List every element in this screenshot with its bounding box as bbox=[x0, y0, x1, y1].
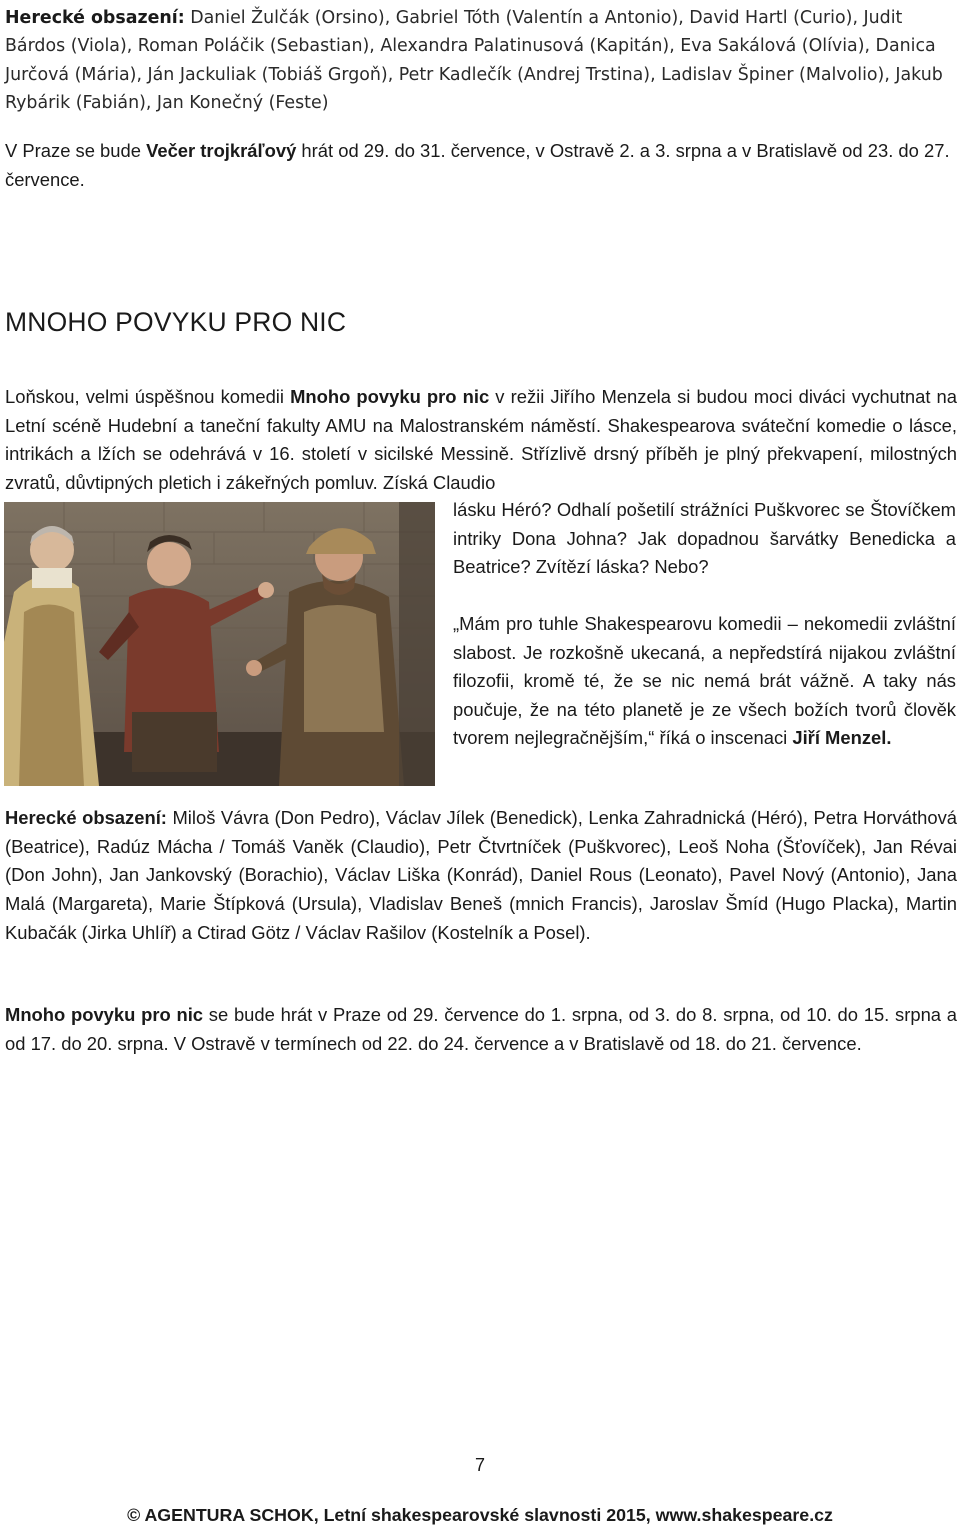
cast-label: Herecké obsazení: bbox=[5, 807, 167, 828]
dates-much-ado bbox=[5, 1001, 957, 1059]
quote-author: Jiří Menzel. bbox=[792, 727, 892, 748]
cast-list: Daniel Žulčák (Orsino), Gabriel Tóth (Valentín a Antonio), David Hartl (Curio), Judit Bárdos (Viola), Roman Poláčik (Sebastian), Alexandra Palatinusová (Kapitán), Eva Sakálová (Olívia), Danica Jurčová (Mária), Ján Jackuliak (Tobiáš Grgoň), Petr Kadlečík (Andrej Trstina), Ladislav Špiner (Malvolio), Jakub Rybárik (Fabián), Jan Konečný (Feste) bbox=[5, 8, 943, 113]
menzel-quote bbox=[453, 610, 956, 753]
dates-prefix: V Praze se bude bbox=[5, 140, 147, 161]
dates-twelfth-night bbox=[5, 137, 957, 194]
photo-illustration bbox=[4, 502, 435, 786]
paragraph-gap bbox=[453, 582, 956, 611]
cast-list: Miloš Vávra (Don Pedro), Václav Jílek (Benedick), Lenka Zahradnická (Héró), Petra Horváthová (Beatrice), Radúz Mácha / Tomáš Vaněk (Claudio), Petr Čtvrtníček (Puškvorec), Leoš Noha (Šťovíček), Jan Révai (Don John), Jan Jankovský (Borachio), Václav Liška (Konrád), Daniel Rous (Leonato), Pavel Nový (Antonio), Jana Malá (Margareta), Marie Štípková (Ursula), Vladislav Beneš (mnich Francis), Jaroslav Šmíd (Hugo Placka), Martin Kubačák (Jirka Uhlíř) a Ctirad Götz / Václav Rašilov (Kostelník a Posel). bbox=[5, 807, 957, 943]
intro-paragraph bbox=[5, 383, 957, 497]
intro-prefix: Loňskou, velmi úspěšnou komedii bbox=[5, 386, 291, 407]
cast-much-ado bbox=[5, 804, 957, 948]
theatre-scene-photo bbox=[4, 502, 435, 786]
section-heading: MNOHO POVYKU PRO NIC bbox=[5, 307, 347, 337]
play-title: Večer trojkráľový bbox=[146, 140, 297, 161]
play-title: Mnoho povyku pro nic bbox=[5, 1004, 204, 1025]
play-title: Mnoho povyku pro nic bbox=[290, 386, 490, 407]
page-number: 7 bbox=[474, 1455, 485, 1475]
quote-text: „Mám pro tuhle Shakespearovu komedii – nekomedii zvláštní slabost. Je rozkošně ukecaná, a nepředstírá nijakou zvláštní filozofii, kromě té, že se nic nemá brát vážně. A taky nás poučuje, že na této planetě je ze všech božích tvorů člověk tvorem nejlegračnějším,“ říká o inscenaci bbox=[453, 613, 956, 748]
footer-copyright: © AGENTURA SCHOK, Letní shakespearovské slavnosti 2015, www.shakespeare.cz bbox=[127, 1505, 833, 1525]
intro-text: v režii Jiřího Menzela si budou moci diváci vychutnat na Letní scéně Hudební a taneční fakulty AMU na Malostranském náměstí. Shakespearova sváteční komedie o lásce, intrikách a lžích se odehrává v 16. století v sicilské Messině. Střízlivě drsný příběh je plný překvapení, milostných zvratů, důvtipných pletich i zákeřných pomluv. Získá Claudio bbox=[5, 386, 957, 493]
side-column bbox=[453, 496, 956, 753]
cast-label: Herecké obsazení: bbox=[5, 8, 185, 28]
dates-text: se bude hrát v Praze od 29. července do 1. srpna, od 3. do 8. srpna, od 10. do 15. srpna a od 17. do 20. srpna. V Ostravě v termínech od 22. do 24. července a v Bratislavě od 18. do 21. července. bbox=[5, 1004, 957, 1054]
dates-text: hrát od 29. do 31. července, v Ostravě 2. a 3. srpna a v Bratislavě od 23. do 27. července. bbox=[5, 140, 950, 190]
cast-twelfth-night bbox=[5, 4, 957, 117]
questions-paragraph: lásku Héró? Odhalí pošetilí strážníci Puškvorec se Štovíčkem intriky Dona Johna? Jak dopadnou šarvátky Benedicka a Beatrice? Zvítězí láska? Nebo? bbox=[453, 499, 956, 577]
